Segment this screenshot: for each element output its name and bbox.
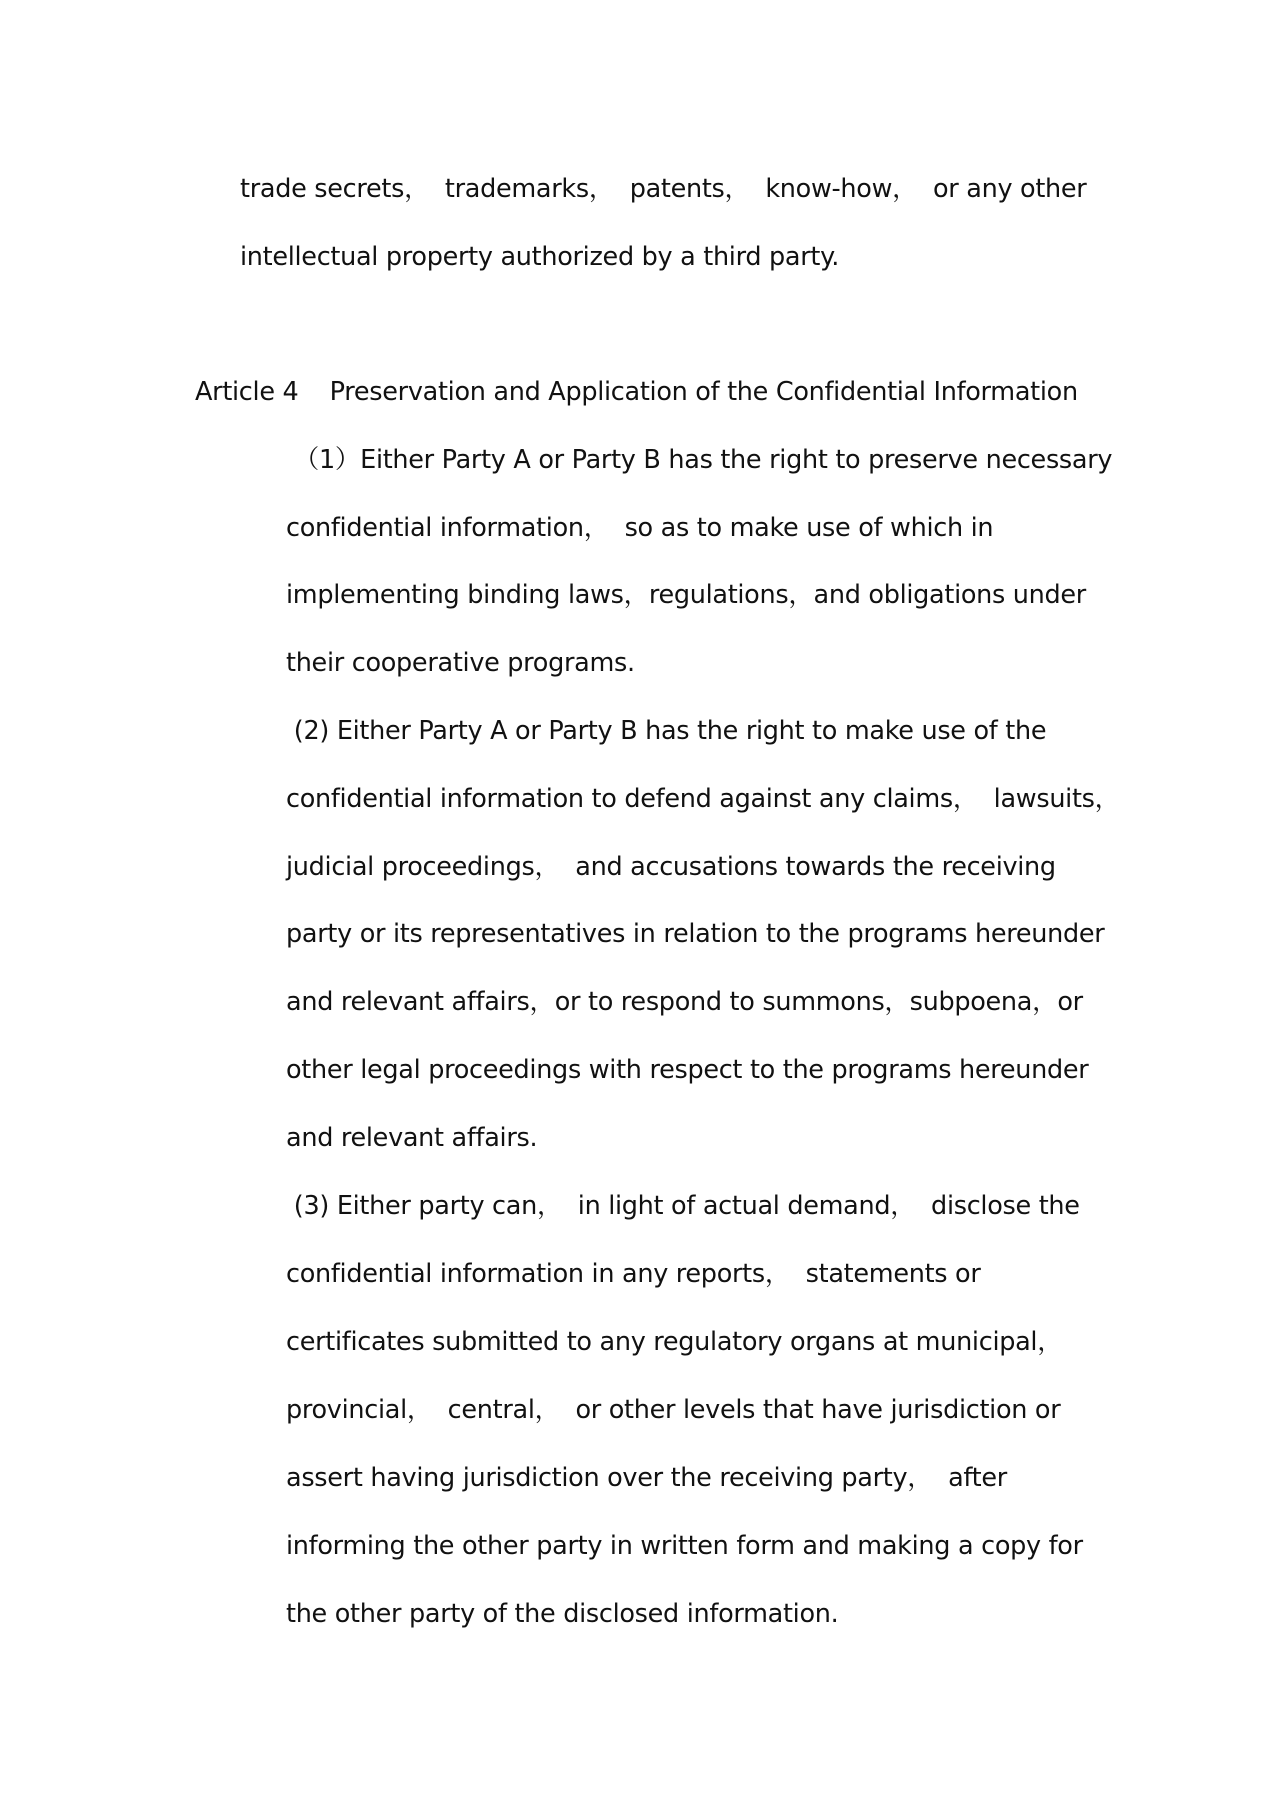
clause-1-line: confidential information， so as to make use of which in — [286, 513, 994, 543]
clause-3-line: informing the other party in written form and making a copy for — [286, 1531, 1083, 1561]
article-heading: Article 4 Preservation and Application of the Confidential Information — [195, 377, 1078, 407]
clause-3-line: the other party of the disclosed information. — [286, 1599, 839, 1629]
clause-2-line: other legal proceedings with respect to the programs hereunder — [286, 1055, 1089, 1085]
clause-3-line: (3) Either party can， in light of actual demand， disclose the — [286, 1191, 1080, 1221]
clause-2-line: and relevant affairs，or to respond to summons，subpoena，or — [286, 987, 1083, 1017]
clause-2-line: and relevant affairs. — [286, 1123, 538, 1153]
clause-3-line: provincial， central， or other levels that have jurisdiction or — [286, 1395, 1061, 1425]
clause-2-line: confidential information to defend against any claims， lawsuits， — [286, 784, 1120, 814]
clause-2-line: party or its representatives in relation to the programs hereunder — [286, 919, 1105, 949]
clause-3-line: confidential information in any reports， statements or — [286, 1259, 981, 1289]
clause-3-line: certificates submitted to any regulatory organs at municipal， — [286, 1327, 1063, 1357]
clause-1-line: their cooperative programs. — [286, 648, 635, 678]
clause-1-line: （1）Either Party A or Party B has the right to preserve necessary — [286, 445, 1113, 475]
clause-2-line: (2) Either Party A or Party B has the right to make use of the — [286, 716, 1047, 746]
intro-line: intellectual property authorized by a third party. — [240, 242, 840, 272]
intro-line: trade secrets， trademarks， patents， know-how， or any other — [240, 174, 1087, 204]
clause-1-line: implementing binding laws，regulations，and obligations under — [286, 580, 1086, 610]
clause-2-line: judicial proceedings， and accusations towards the receiving — [286, 852, 1056, 882]
clause-3-line: assert having jurisdiction over the receiving party， after — [286, 1463, 1007, 1493]
